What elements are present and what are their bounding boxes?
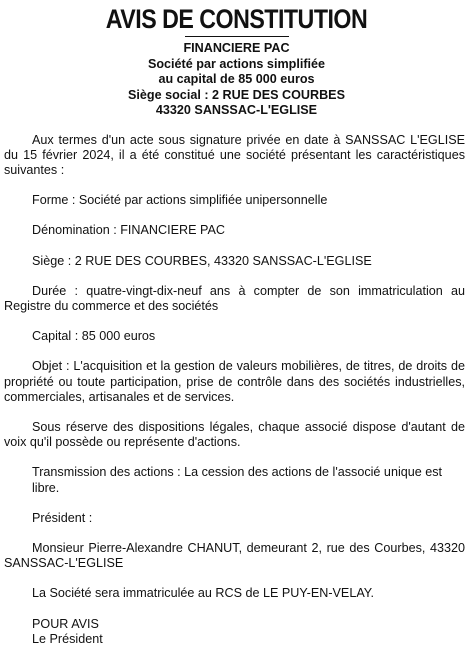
denomination-paragraph: Dénomination : FINANCIERE PAC	[32, 223, 225, 238]
notice-title: AVIS DE CONSTITUTION	[105, 4, 368, 34]
closing-block	[32, 617, 465, 647]
company-form: Société par actions simplifiée	[147, 56, 326, 71]
intro-paragraph: Aux termes d'un acte sous signature privée en date à SANSSAC L'EGLISE du 15 février 2024, il a été constitué une société présentant les caractéristiques suivantes :	[4, 132, 465, 177]
company-city: 43320 SANSSAC-L'EGLISE	[155, 103, 318, 117]
company-seat: Siège social : 2 RUE DES COURBES	[128, 87, 345, 102]
forme-paragraph: Forme : Société par actions simplifiée unipersonnelle	[32, 193, 328, 208]
company-name: FINANCIERE PAC	[183, 41, 290, 55]
company-capital: au capital de 85 000 euros	[158, 72, 315, 86]
notice-body	[4, 133, 469, 647]
duree-paragraph: Durée : quatre-vingt-dix-neuf ans à compter de son immatriculation au Registre du commerce et des sociétés	[4, 283, 465, 313]
company-header	[4, 41, 469, 119]
capital-paragraph: Capital : 85 000 euros	[32, 329, 156, 344]
title-underline	[185, 36, 289, 37]
immatriculation-paragraph: La Société sera immatriculée au RCS de LE PUY-EN-VELAY.	[32, 586, 375, 601]
president-paragraph: Monsieur Pierre-Alexandre CHANUT, demeurant 2, rue des Courbes, 43320 SANSSAC-L'EGLISE	[4, 540, 465, 571]
closing-signatory: Le Président	[32, 631, 103, 646]
objet-paragraph: Objet : L'acquisition et la gestion de valeurs mobilières, de titres, de droits de propriété ou toute participation, prise de contrôle dans des sociétés industrielles, commerciales, artisanales et de services.	[4, 359, 465, 404]
president-label: Président :	[32, 510, 93, 525]
reserve-paragraph: Sous réserve des dispositions légales, chaque associé dispose d'autant de voix qu'il possède ou représente d'actions.	[4, 419, 465, 450]
closing-pour-avis: POUR AVIS	[32, 616, 99, 631]
siege-paragraph: Siège : 2 RUE DES COURBES, 43320 SANSSAC-L'EGLISE	[32, 253, 372, 268]
transmission-paragraph: Transmission des actions : La cession des actions de l'associé unique est libre.	[32, 465, 443, 495]
